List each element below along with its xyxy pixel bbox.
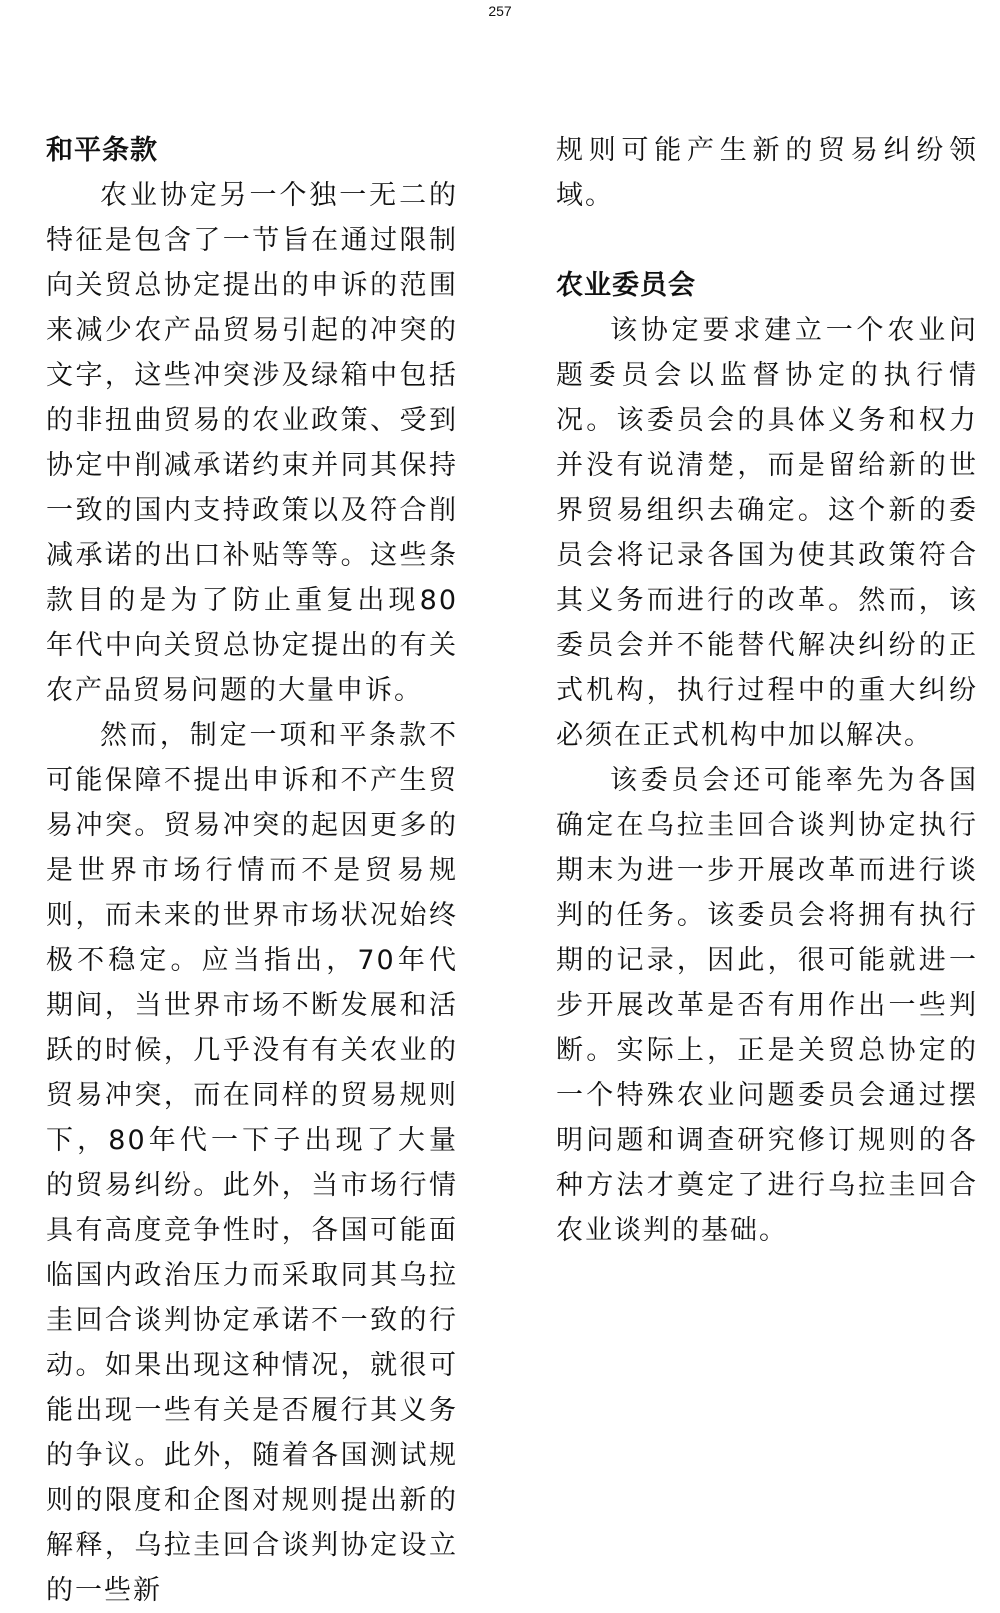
paragraph: 该委员会还可能率先为各国确定在乌拉圭回合谈判协定执行期末为进一步开展改革而进行谈判的任务。该委员会将拥有执行期的记录，因此，很可能就进一步开展改革是否有用作出一些判断。实际上，正是关贸总协定的一个特殊农业问题委员会通过摆明问题和调查研究修订规则的各种方法才奠定了进行乌拉圭回合农业谈判的基础。 [556,765,978,1246]
section-heading-agriculture-committee: 农业委员会 [556,270,696,301]
paragraph: 农业协定另一个独一无二的特征是包含了一节旨在通过限制向关贸总协定提出的申诉的范围来减少农产品贸易引起的冲突的文字，这些冲突涉及绿箱中包括的非扭曲贸易的农业政策、受到协定中削减承诺约束并同其保持一致的国内支持政策以及符合削减承诺的出口补贴等等。这些条款目的是为了防止重复出现80年代中向关贸总协定提出的有关农产品贸易问题的大量申诉。 [46,180,458,706]
paragraph: 然而，制定一项和平条款不可能保障不提出申诉和不产生贸易冲突。贸易冲突的起因更多的是世界市场行情而不是贸易规则，而未来的世界市场状况始终极不稳定。应当指出，70年代期间，当世界市场不断发展和活跃的时候，几乎没有有关农业的贸易冲突，而在同样的贸易规则下，80年代一下子出现了大量的贸易纠纷。此外，当市场行情具有高度竞争性时，各国可能面临国内政治压力而采取同其乌拉圭回合谈判协定承诺不一致的行动。如果出现这种情况，就很可能出现一些有关是否履行其义务的争议。此外，随着各国测试规则的限度和企图对规则提出新的解释，乌拉圭回合谈判协定设立的一些新 [46,720,458,1606]
section-heading-peace-clause: 和平条款 [46,135,158,166]
left-column [46,128,458,1613]
paragraph: 该协定要求建立一个农业问题委员会以监督协定的执行情况。该委员会的具体义务和权力并没有说清楚，而是留给新的世界贸易组织去确定。这个新的委员会将记录各国为使其政策符合其义务而进行的改革。然而，该委员会并不能替代解决纠纷的正式机构，执行过程中的重大纠纷必须在正式机构中加以解决。 [556,315,978,751]
right-column [556,128,978,1253]
page-number: 257 [488,3,512,19]
section-spacer [556,218,978,263]
paragraph-continuation: 规则可能产生新的贸易纠纷领域。 [556,135,978,211]
